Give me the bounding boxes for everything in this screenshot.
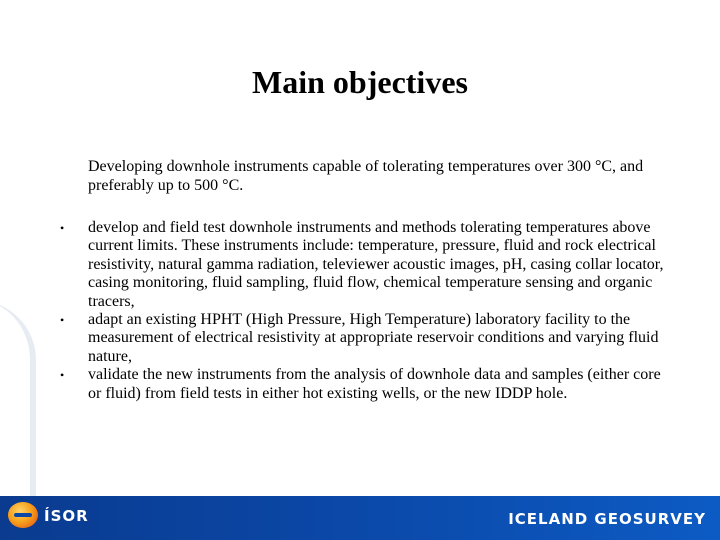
list-item-text: adapt an existing HPHT (High Pressure, High Temperature) laboratory facility to the measurement of electrical resistivity at appropriate reservoir conditions and varying fluid nature, xyxy=(88,311,659,365)
bullet-icon: • xyxy=(60,313,65,328)
isor-logo-icon xyxy=(8,502,38,528)
bullet-icon: • xyxy=(60,221,65,235)
bullet-icon: • xyxy=(60,368,65,383)
slide-title: Main objectives xyxy=(252,64,468,100)
list-item-text: develop and field test downhole instruments and methods tolerating temperatures above current limits. These instruments include: temperature, pressure, fluid and rock electrical resistivity, natural gamma radiation, televiewer acoustic images, pH, casing collar locator, casing monitoring, fluid sampling, fluid flow, chemical temperature sensing and organic tracers, xyxy=(88,219,664,310)
logo-text: ÍSOR xyxy=(44,507,89,525)
list-item xyxy=(60,219,670,311)
objectives-list xyxy=(60,219,670,403)
footer-bar xyxy=(0,496,720,540)
intro-paragraph: Developing downhole instruments capable of tolerating temperatures over 300 °C, and preferably up to 500 °C. xyxy=(88,158,644,194)
logo-stripe xyxy=(14,513,32,517)
list-item xyxy=(60,366,670,403)
list-item-text: validate the new instruments from the analysis of downhole data and samples (either core or fluid) from field tests in either hot existing wells, or the new IDDP hole. xyxy=(88,366,661,402)
list-item xyxy=(60,311,670,366)
organization-name: ICELAND GEOSURVEY xyxy=(508,510,706,528)
